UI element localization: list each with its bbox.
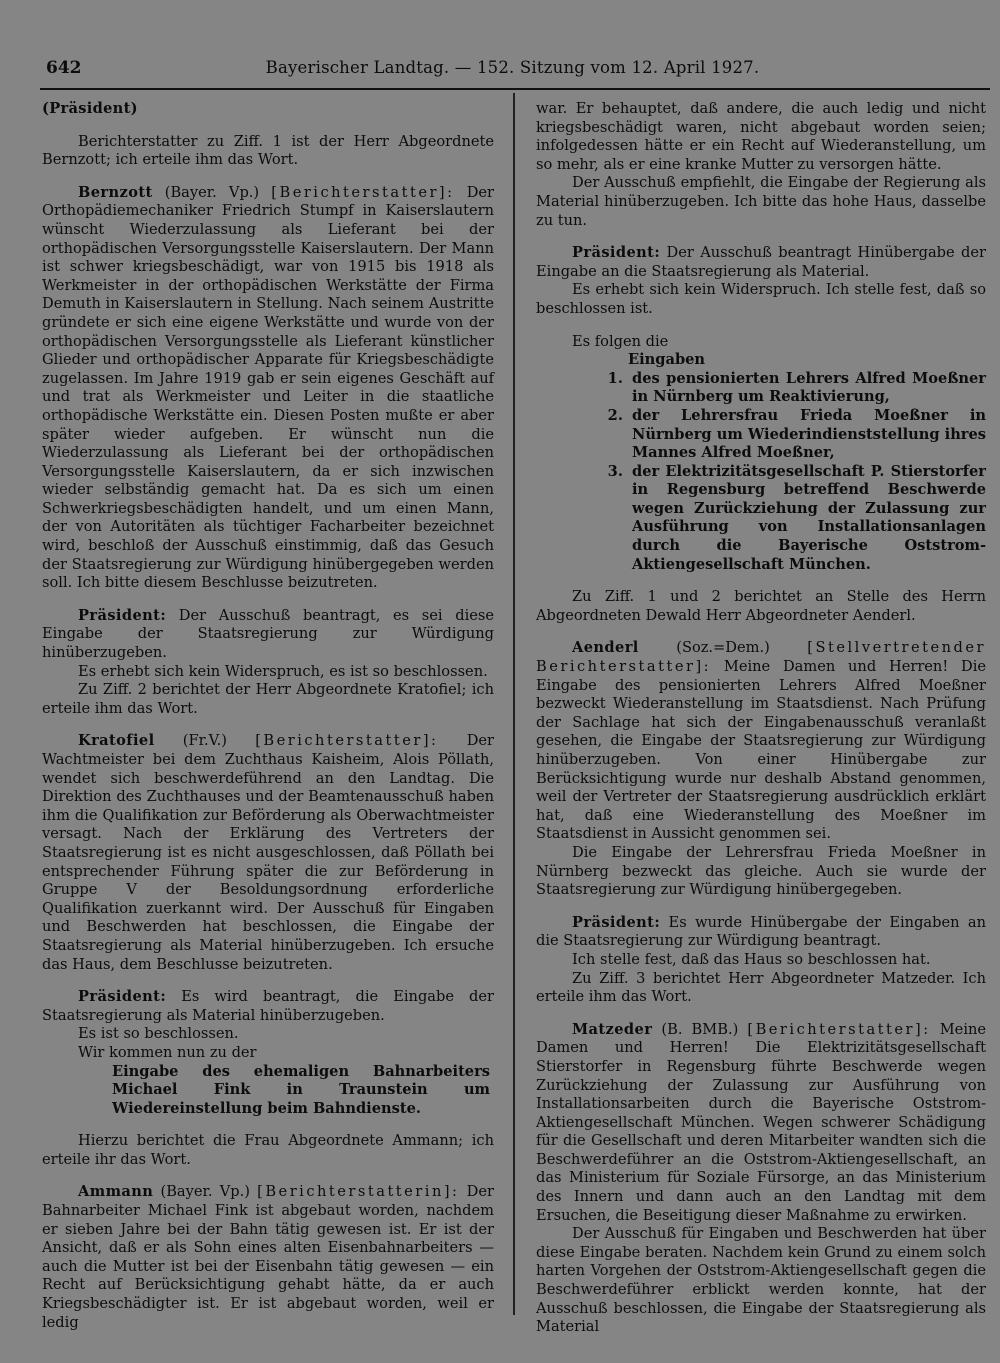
paragraph: Es erhebt sich kein Widerspruch. Ich stelle fest, daß so beschlossen ist.	[536, 281, 986, 317]
speech-paragraph	[42, 1183, 494, 1332]
agenda-item-title: Eingabe des ehemaligen Bahnarbeiters Michael Fink in Traunstein um Wiedereinstellung beim Bahndienste.	[112, 1062, 490, 1117]
speaker-name: Kratofiel	[78, 732, 155, 750]
speech-paragraph	[42, 184, 494, 593]
speaker-party: (Fr.V.)	[182, 732, 227, 750]
speech-text: Der Bahnarbeiter Michael Fink ist abgebaut worden, nachdem er sieben Jahre bei der Bahn tätig gewesen ist. Er ist der Ansicht, daß er als Sohn eines alten Eisenbahnarbeiters — auch die Mutter ist bei der Eisenbahn tätig gewesen — ein Recht auf Berücksichtigung gehabt hätte, da er auch Kriegsbeschädigter ist. Er ist abgebaut worden, weil er ledig	[42, 1183, 494, 1331]
paragraph: Der Ausschuß empfiehlt, die Eingabe der Regierung als Material hinüberzugeben. Ich bitte das hohe Haus, dasselbe zu tun.	[536, 174, 986, 229]
speech-paragraph	[536, 1021, 986, 1226]
speech-paragraph	[42, 988, 494, 1025]
paragraph: war. Er behauptet, daß andere, die auch ledig und nicht kriegsbeschädigt waren, nicht abgebaut worden seien; infolgedessen hätte er ein Recht auf Wiederanstellung, um so mehr, als er eine kranke Mutter zu versorgen hätte.	[536, 100, 986, 173]
speech-paragraph	[42, 607, 494, 663]
paragraph: Es ist so beschlossen.	[78, 1025, 239, 1043]
right-column	[536, 100, 986, 1337]
paragraph: Ich stelle fest, daß das Haus so beschlossen hat.	[572, 950, 931, 968]
speech-text: Es wird beantragt, die Eingabe der Staatsregierung als Material hinüberzugeben.	[42, 988, 494, 1024]
speech-text: Der Ausschuß beantragt, es sei diese Eingabe der Staatsregierung zur Würdigung hinüberzugeben.	[42, 606, 494, 662]
speech-text: Der Orthopädiemechaniker Friedrich Stumpf in Kaiserslautern wünscht Wiederzulassung als Lieferant bei der orthopädischen Versorgungsstelle Kaiserslautern. Der Mann ist schwer kriegsbeschädigt, war von 1915 bis 1918 als Werkmeister in der orthopädischen Werkstätte der Firma Demuth in Kaiserslautern in Stellung. Nach seinem Austritte gründete er sich eine eigene Werkstätte und wurde von der orthopädischen Versorgungsstelle als Lieferant künstlicher Glieder und orthopädischer Apparate für Kriegsbeschädigte zugelassen. Im Jahre 1919 gab er sein eigenes Geschäft auf und trat als Werkmeister und Leiter in die staatliche orthopädische Werkstätte ein. Diesen Posten mußte er aber später wieder aufgeben. Er wünscht nun die Wiederzulassung als Lieferant bei der orthopädischen Versorgungsstelle Kaiserslautern, da er sich inzwischen wieder selbständig gemacht hat. Da es sich um einen Schwerkriegsbeschädigten handelt, und um einen Mann, der von Autoritäten als tüchtiger Facharbeiter bezeichnet wird, beschloß der Ausschuß einstimmig, daß das Gesuch der Staatsregierung zur Würdigung hinübergegeben werden soll. Ich bitte diesem Beschlusse beizutreten.	[42, 183, 495, 592]
speaker-name: Präsident:	[572, 244, 661, 262]
paragraph: Die Eingabe der Lehrersfrau Frieda Moeßner in Nürnberg bezweckt das gleiche. Auch sie wurde der Staatsregierung zur Würdigung hinübergegeben.	[536, 843, 986, 899]
speech-text: Der Ausschuß beantragt Hinübergabe der Eingabe an die Staatsregierung als Material.	[536, 244, 986, 280]
speech-text: Meine Damen und Herren! Die Elektrizitätsgesellschaft Stierstorfer in Regensburg führte Beschwerde wegen Zurückziehung der Zulassung zur Ausführung von Installationsarbeiten durch die Bayerische Oststrom-Aktiengesellschaft München. Wegen schwerer Schädigung für die Gesellschaft und deren Mitarbeiter wandten sich die Beschwerdeführer an die Oststrom-Aktiengesellschaft, an das Ministerium für Soziale Fürsorge, an das Ministerium des Innern und dann auch an den Landtag mit dem Ersuchen, die Beseitigung dieser Maßnahme zu erwirken.	[536, 1020, 987, 1224]
speaker-role: [Berichterstatterin]:	[257, 1183, 460, 1201]
speaker-name: Aenderl	[572, 639, 639, 657]
speech-text: Meine Damen und Herren! Die Eingabe des pensionierten Lehrers Alfred Moeßner bezweckt Wiederanstellung im Staatsdienst. Nach Prüfung der Sachlage hat sich der Eingabenausschuß veranlaßt gesehen, die Eingabe der Staatsregierung zur Würdigung hinüberzugeben. Von einer Hinübergabe zur Berücksichtigung wurde nur deshalb Abstand genommen, weil der Vertreter der Staatsregierung ausdrücklich erklärt hat, daß eine Wiederanstellung des Moeßner im Staatsdienst in Aussicht genommen sei.	[536, 658, 986, 843]
petitions-heading: Eingaben	[628, 351, 706, 369]
speech-paragraph	[536, 639, 986, 844]
speaker-party: (Bayer. Vp.)	[164, 183, 260, 201]
speaker-name: Matzeder	[572, 1020, 653, 1038]
speaker-name: Ammann	[78, 1183, 154, 1201]
speech-paragraph	[536, 244, 986, 281]
speaker-name: Präsident:	[78, 606, 167, 624]
speaker-heading: (Präsident)	[42, 100, 138, 117]
speech-text: Der Wachtmeister bei dem Zuchthaus Kaisheim, Alois Pöllath, wendet sich beschwerdeführend an den Landtag. Die Direktion des Zuchthauses und der Beamtenausschuß haben ihm die Qualifikation zur Beförderung als Oberwachtmeister versagt. Nach der Erklärung des Vertreters der Staatsregierung ist es nicht ausgeschlossen, daß Pöllath bei entsprechender Führung später die zur Beförderung in Gruppe V der Besoldungsordnung erforderliche Qualifikation zuerkannt wird. Der Ausschuß für Eingaben und Beschwerden hat beschlossen, die Eingabe der Staatsregierung als Material hinüberzugeben. Ich ersuche das Haus, dem Beschlusse beizutreten.	[42, 732, 495, 973]
speaker-name: Präsident:	[78, 988, 167, 1006]
speaker-name: Bernzott	[78, 183, 153, 201]
running-title: Bayerischer Landtag. — 152. Sitzung vom 12. April 1927.	[265, 58, 760, 77]
paragraph: Zu Ziff. 1 und 2 berichtet an Stelle des Herrn Abgeordneten Dewald Herr Abgeordneter Aenderl.	[536, 588, 986, 624]
column-divider	[513, 93, 515, 1315]
petition-item: 3. der Elektrizitätsgesellschaft P. Stierstorfer in Regensburg betreffend Beschwerde wegen Zurückziehung der Zulassung zur Ausführung von Installationsanlagen durch die Bayerische Oststrom-Aktiengesellschaft München.	[628, 463, 986, 575]
paragraph: Es erhebt sich kein Widerspruch, es ist so beschlossen.	[78, 662, 488, 680]
speech-paragraph	[536, 914, 986, 951]
header-rule	[40, 88, 990, 90]
paragraph: Hierzu berichtet die Frau Abgeordnete Ammann; ich erteile ihr das Wort.	[42, 1132, 494, 1168]
paragraph: Zu Ziff. 3 berichtet Herr Abgeordneter Matzeder. Ich erteile ihm das Wort.	[536, 969, 986, 1006]
left-column	[42, 100, 494, 1332]
petition-item: 1. des pensionierten Lehrers Alfred Moeßner in Nürnberg um Reaktivierung,	[628, 370, 986, 407]
petition-item: 2. der Lehrersfrau Frieda Moeßner in Nürnberg um Wiederindienststellung ihres Mannes Alfred Moeßner,	[628, 407, 986, 463]
speaker-party: (Soz.=Dem.)	[676, 639, 770, 657]
paragraph: Berichterstatter zu Ziff. 1 ist der Herr Abgeordnete Bernzott; ich erteile ihm das Wort.	[42, 132, 494, 169]
speaker-party: (Bayer. Vp.)	[160, 1183, 250, 1201]
petitions-list	[536, 370, 986, 575]
speaker-role: [Berichterstatter]:	[747, 1020, 931, 1038]
speaker-role: [Stellvertretender Berichterstatter]:	[536, 639, 987, 676]
page-number: 642	[46, 58, 82, 78]
speaker-role: [Berichterstatter]:	[255, 732, 439, 750]
paragraph: Zu Ziff. 2 berichtet der Herr Abgeordnete Kratofiel; ich erteile ihm das Wort.	[42, 681, 494, 717]
paragraph: Der Ausschuß für Eingaben und Beschwerden hat über diese Eingabe beraten. Nachdem kein Grund zu einem solch harten Vorgehen der Oststrom-Aktiengesellschaft gegen die Beschwerdeführer erblickt werden konnte, hat der Ausschuß beschlossen, die Eingabe der Staatsregierung als Material	[536, 1225, 986, 1336]
speech-text: Es wurde Hinübergabe der Eingaben an die Staatsregierung zur Würdigung beantragt.	[536, 913, 987, 950]
speaker-name: Präsident:	[572, 913, 661, 931]
paragraph: Wir kommen nun zu der	[78, 1043, 257, 1061]
page-header	[40, 58, 985, 84]
speaker-party: (B. BMB.)	[661, 1020, 739, 1038]
speech-paragraph	[42, 732, 494, 974]
speaker-role: [Berichterstatter]:	[271, 183, 455, 201]
paragraph: Es folgen die	[572, 332, 669, 350]
